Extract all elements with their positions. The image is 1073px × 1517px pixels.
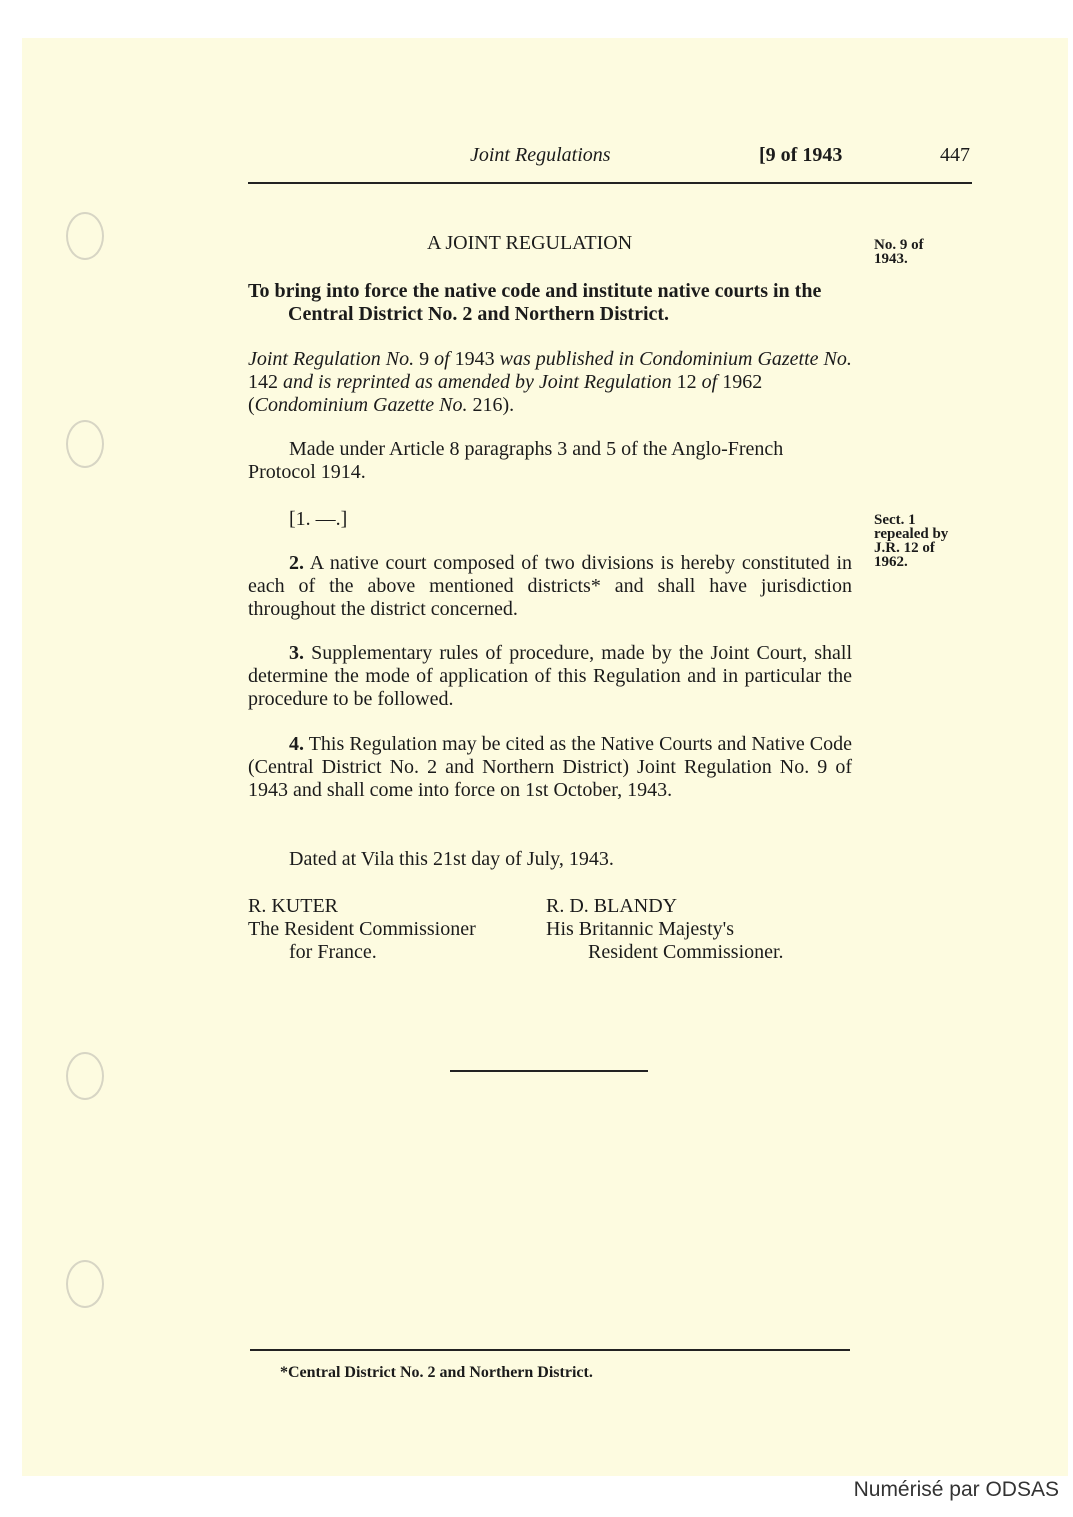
signatory-title: His Britannic Majesty's	[546, 918, 735, 940]
pub-note-italic: of	[701, 371, 718, 393]
pub-note-roman: 142	[248, 371, 283, 393]
margin-note-line: repealed by	[874, 526, 949, 542]
long-title	[248, 280, 852, 326]
running-header-title: Joint Regulations	[470, 144, 611, 166]
digitization-credit: Numérisé par ODSAS	[853, 1478, 1059, 1501]
section-number: 3.	[289, 642, 304, 664]
signature-left	[248, 895, 476, 964]
section-text: Supplementary rules of procedure, made by the Joint Court, shall determine the mode of application of this Regulation and in particular the procedure to be followed.	[248, 642, 852, 710]
running-header-reference: [9 of 1943	[759, 144, 843, 166]
section-number: 4.	[289, 733, 304, 755]
signatory-name: R. D. BLANDY	[546, 895, 678, 917]
footnote-rule	[250, 1349, 850, 1351]
enacting-formula-text: Made under Article 8 paragraphs 3 and 5 of the Anglo-French Protocol 1914.	[248, 438, 784, 483]
margin-note-regulation-number	[874, 238, 984, 266]
section-text: This Regulation may be cited as the Native Courts and Native Code (Central District No. 2 and Northern District) Joint Regulation No. 9 of 1943 and shall come into force on 1st October, 1943.	[248, 733, 852, 801]
section-number: 2.	[289, 552, 304, 574]
pub-note-italic: of	[434, 348, 450, 370]
regulation-heading: A JOINT REGULATION	[427, 232, 633, 254]
pub-note-roman: 9	[414, 348, 435, 370]
end-rule	[450, 1070, 648, 1072]
signature-right	[546, 895, 784, 964]
pub-note-roman: 216).	[467, 394, 515, 416]
signatory-title: The Resident Commissioner	[248, 918, 476, 940]
punch-hole	[66, 1052, 104, 1100]
margin-note-section-1	[874, 513, 984, 569]
pub-note-roman: 12	[671, 371, 702, 393]
pub-note-roman: 1943	[449, 348, 500, 370]
margin-note-line: 1943.	[874, 251, 908, 267]
section-text: A native court composed of two divisions is hereby constituted in each of the above mentioned districts* and shall have jurisdiction throughout the district concerned.	[248, 552, 852, 620]
margin-note-line: J.R. 12 of	[874, 540, 935, 556]
header-rule	[248, 182, 972, 184]
punch-hole	[66, 212, 104, 260]
signatory-title: Resident Commissioner.	[588, 941, 784, 963]
section-4	[248, 733, 852, 802]
pub-note-italic: Condominium Gazette No.	[254, 394, 468, 416]
footnote: *Central District No. 2 and Northern District.	[280, 1364, 593, 1381]
signatory-title: for France.	[289, 941, 377, 963]
punch-hole	[66, 420, 104, 468]
dated-line: Dated at Vila this 21st day of July, 1943.	[289, 848, 614, 870]
margin-note-line: 1962.	[874, 554, 908, 570]
publication-note	[248, 348, 852, 417]
section-1: [1. —.]	[289, 508, 348, 530]
signatory-name: R. KUTER	[248, 895, 338, 917]
long-title-text: To bring into force the native code and institute native courts in the Central District No. 2 and Northern District.	[248, 280, 822, 325]
margin-note-line: Sect. 1	[874, 512, 916, 528]
page-number: 447	[940, 144, 970, 166]
enacting-formula	[248, 438, 852, 484]
section-3	[248, 642, 852, 711]
pub-note-roman: 1962 (	[248, 371, 763, 416]
pub-note-italic: Joint Regulation No.	[248, 348, 415, 370]
pub-note-italic: was published in Condominium Gazette No.	[499, 348, 852, 370]
pub-note-italic: and is reprinted as amended by Joint Regulation	[283, 371, 672, 393]
section-2	[248, 552, 852, 621]
punch-hole	[66, 1260, 104, 1308]
document-page	[22, 38, 1068, 1476]
margin-note-line: No. 9 of	[874, 237, 924, 253]
